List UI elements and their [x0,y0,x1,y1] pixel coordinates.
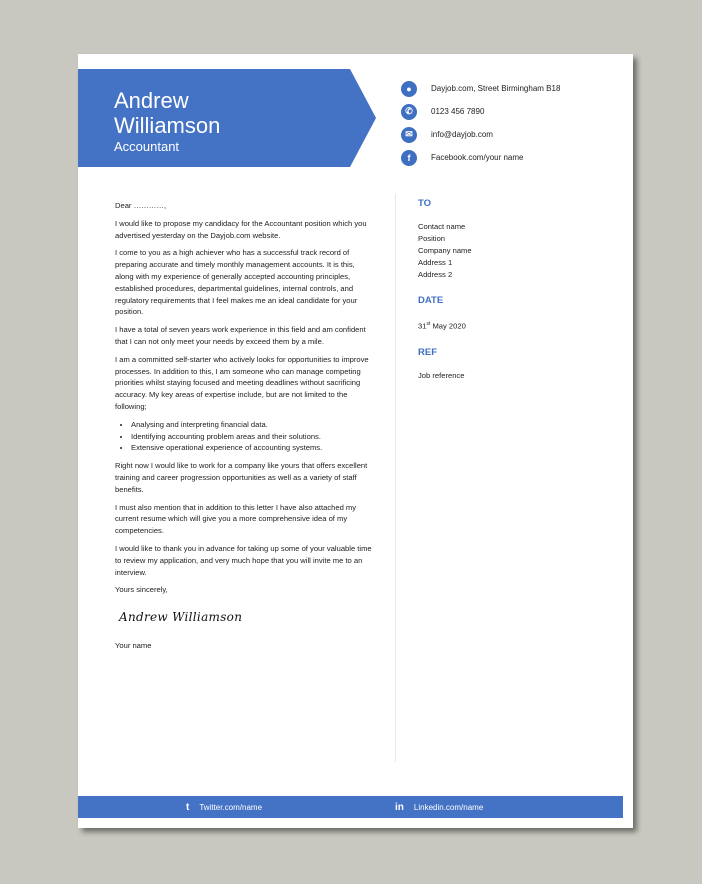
linkedin-handle: Linkedin.com/name [413,802,484,812]
recipient-panel [418,198,618,396]
email-icon: ✉ [401,127,417,143]
ref-heading: REF [418,346,437,358]
job-title: Accountant [114,139,180,154]
twitter-icon: t [186,801,190,813]
contact-facebook-text: Facebook.com/your name [431,153,524,162]
salutation: Dear …………, [115,201,167,210]
paragraph-2: I come to you as a high achiever who has a successful track record of preparing accurate and timely monthly management accounts. It is this, along with my experience of generally accepted accounting principles, established procedures, departmental guidelines, internal controls, and regulatory requirements that I feel makes me an ideal candidate for your position. [115,248,358,317]
name-banner [78,69,378,167]
date-heading: DATE [418,295,444,306]
signature: Andrew Williamson [119,610,243,625]
recipient-address-1: Address 1 [418,258,453,267]
recipient-contact-name: Contact name [418,222,466,231]
letter-body [115,200,373,658]
recipient-company: Company name [418,246,472,255]
paragraph-5: Right now I would like to work for a company like yours that offers excellent training and career progression opportunities as well as a variety of staff benefits. [115,461,368,494]
date-suffix: st [426,321,431,327]
phone-icon: ✆ [401,104,417,120]
contact-email [401,123,560,146]
last-name: Williamson [114,113,221,138]
linkedin-icon: in [395,801,404,813]
contact-phone-text: 0123 456 7890 [431,107,485,116]
location-icon: ● [401,81,417,97]
signoff-name: Your name [115,640,152,650]
contact-list [401,77,560,169]
list-item: • Analysing and interpreting financial data. [131,419,373,431]
contact-address [401,77,560,100]
contact-phone [401,100,560,123]
contact-email-text: info@dayjob.com [431,130,493,139]
list-item: • Extensive operational experience of accounting systems. [131,442,373,454]
job-reference: Job reference [418,370,465,380]
paragraph-7: I would like to thank you in advance for taking up some of your valuable time to review my application, and very much hope that you will invite me to an interview. [115,543,372,577]
to-heading: TO [418,198,432,209]
contact-address-text: Dayjob.com, Street Birmingham B18 [431,84,561,93]
first-name: Andrew [114,88,189,113]
footer-bar [78,796,623,818]
paragraph-4: I am a committed self-starter who actively looks for opportunities to improve processes. In addition to this, I am someone who can manage competing priorities whilst staying focused and meeting deadlines without sacrificing accuracy. My key areas of expertise include, but are not limited to the following; [115,354,369,411]
facebook-icon: f [401,150,417,166]
list-item: • Identifying accounting problem areas and their solutions. [131,431,373,443]
date-month-year: May 2020 [430,321,466,331]
recipient-address-2: Address 2 [418,270,453,279]
column-divider [395,194,396,762]
recipient-position: Position [418,234,446,243]
twitter-handle: Twitter.com/name [199,802,263,812]
cover-letter-page [78,54,633,828]
expertise-list [115,419,373,454]
date-day: 31 [418,321,427,331]
paragraph-3: I have a total of seven years work experience in this field and am confident that I can not only meet your needs by exceed them by a mile. [115,325,366,346]
letter-date [418,318,618,333]
paragraph-1: I would like to propose my candidacy for the Accountant position which you advertised yesterday on the Dayjob.com website. [115,218,367,240]
closing: Yours sincerely, [115,585,168,595]
recipient-details [418,221,618,281]
paragraph-6: I must also mention that in addition to this letter I have also attached my current resume which will give you a more comprehensive idea of my competencies. [115,502,357,536]
footer-linkedin [395,796,483,818]
contact-facebook [401,146,560,169]
footer-twitter [186,796,262,818]
